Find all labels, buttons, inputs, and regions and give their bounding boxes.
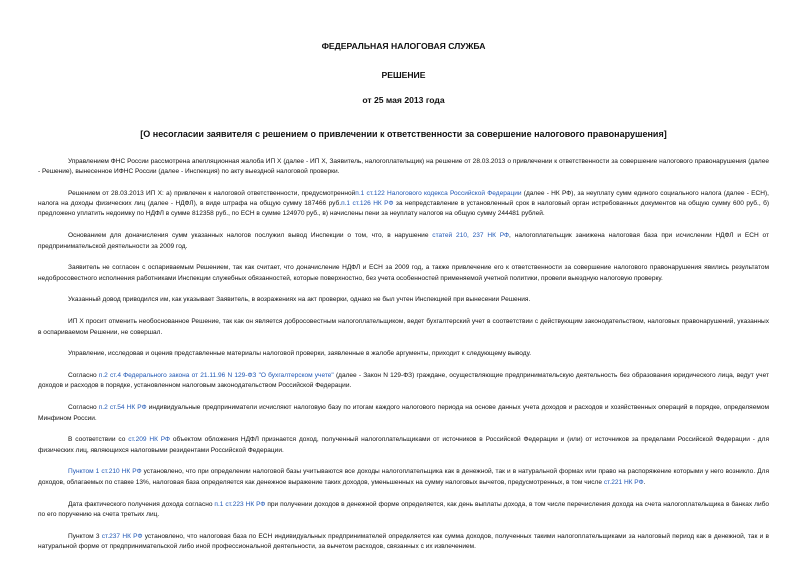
paragraph-10 — [38, 435, 769, 456]
paragraph-12 — [38, 500, 769, 521]
paragraph-2 — [38, 189, 769, 220]
paragraph-text: установлено, что при определении налоговой базы учитываются все доходы налогоплательщика как в денежной, так и в натуральной формах или право на распоряжение которыми у него возникло. Для доходов, облагаемых по ставке 13%, налоговая база определяется как денежное выражение таких доходов, уменьшенных на сумму налоговых вычетов, предусмотренных, в том числе — [38, 468, 769, 486]
paragraph-11 — [38, 467, 769, 488]
link-nk-54[interactable]: п.2 ст.54 НК РФ — [98, 404, 147, 412]
paragraph-6: ИП Х просит отменить необоснованное Решение, так как он является добросовестным налогоплательщиком, ведет бухгалтерский учет в соответствии с действующим законодательством, налоговых правонарушений, указанных в оспариваемом Решении, не совершал. — [38, 318, 769, 336]
document-date: от 25 мая 2013 года — [362, 95, 445, 106]
document-type: РЕШЕНИЕ — [381, 69, 426, 80]
paragraph-text: (далее - НК РФ), за неуплату сумм единого социального налога (далее - ЕСН), налога на доходы физических лиц (далее - НДФЛ), в виде штрафа на общую сумму 187466 руб. — [38, 189, 769, 208]
paragraph-text: Согласно — [68, 404, 99, 412]
paragraph-text: при получении доходов в денежной форме определяется, как день выплаты дохода, в том числе перечисления дохода на счета налогоплательщика в банках либо по его поручению на счета третьих лиц. — [38, 500, 770, 518]
paragraph-text: Пунктом 3 — [68, 532, 102, 540]
paragraph-4: Заявитель не согласен с оспариваемым Решением, так как считает, что доначисление НДФЛ и ЕСН за 2009 год, а также привлечение его к ответственности за совершение налогового правонарушения явились результатом недобросовестного исполнения работниками Инспекции служебных обязанностей, которые поверхностно, без учета особенностей применяемой учетной политики, провели выездную налоговую проверку. — [38, 264, 769, 282]
paragraph-text: Основанием для доначисления сумм указанных налогов послужил вывод Инспекции о том, что, в нарушение — [68, 232, 433, 240]
link-nk-126[interactable]: п.1 ст.126 НК РФ — [341, 200, 394, 208]
paragraph-text: индивидуальные предприниматели исчисляют налоговую базу по итогам каждого налогового периода на основе данных учета доходов и расходов и хозяйственных операций в порядке, определяемом Минфином России. — [38, 404, 769, 422]
paragraph-9 — [38, 403, 769, 424]
link-nk-223[interactable]: п.1 ст.223 НК РФ — [214, 500, 266, 508]
paragraph-text: Согласно — [68, 372, 99, 380]
paragraph-text: Дата фактического получения дохода согласно — [68, 500, 215, 508]
paragraph-7: Управление, исследовав и оценив представленные материалы налоговой проверки, заявленные в жалобе аргументы, приходит к следующему выводу. — [68, 350, 532, 358]
paragraph-text: объектом обложения НДФЛ признается доход, полученный налогоплательщиками от источников в Российской Федерации и (или) от источников за пределами Российской Федерации - для физических лиц, являющихся налоговыми резидентами Российской Федерации. — [38, 436, 769, 454]
link-nk-237[interactable]: ст.237 НК РФ — [101, 532, 143, 540]
document-subject: [О несогласии заявителя с решением о привлечении к ответственности за совершение налогового правонарушения] — [140, 128, 667, 139]
link-nk-122[interactable]: п.1 ст.122 Налогового кодекса Российской Федерации — [355, 189, 522, 197]
paragraph-text: Решением от 28.03.2013 ИП Х: а) привлечен к налоговой ответственности, предусмотренной — [68, 189, 356, 197]
agency-title: ФЕДЕРАЛЬНАЯ НАЛОГОВАЯ СЛУЖБА — [321, 41, 486, 51]
link-law-129fz[interactable]: п.2 ст.4 Федерального закона от 21.11.96 N 129-ФЗ "О бухгалтерском учете" — [98, 372, 334, 380]
paragraph-text: установлено, что налоговая база по ЕСН индивидуальных предпринимателей определяется как сумма доходов, полученных такими налогоплательщиками за налоговый период как в денежной, так и в натуральной форме от предпринимательской либо иной профессиональной деятельности, за вычетом расходов, связанных с их извлечением. — [38, 532, 769, 550]
link-nk-210-237[interactable]: статей 210, 237 НК РФ — [432, 232, 510, 240]
paragraph-text: . — [643, 478, 646, 486]
paragraph-13 — [38, 532, 769, 553]
paragraph-text: , налогоплательщик занижена налоговая база при исчислении НДФЛ и ЕСН от предпринимательской деятельности за 2009 год. — [38, 232, 769, 250]
link-nk-221[interactable]: ст.221 НК РФ — [603, 478, 644, 486]
paragraph-3 — [38, 231, 769, 252]
link-nk-210-1[interactable]: Пунктом 1 ст.210 НК РФ — [68, 468, 142, 476]
paragraph-1: Управлением ФНС России рассмотрена апелляционная жалоба ИП Х (далее - ИП Х, Заявитель, налогоплательщик) на решение от 28.03.2013 о привлечении к ответственности за совершение налогового правонарушения (далее - Решение), вынесенное ИФНС России (далее - Инспекция) по акту выездной налоговой проверки. — [38, 157, 769, 176]
paragraph-text: за непредставление в установленный срок в налоговый орган истребованных документов на общую сумму 600 руб., б) предложено уплатить недоимку по НДФЛ в сумме 812358 руб., по ЕСН в сумме 124970 руб., в) начислены пени за неуплату налогов на общую сумму 244481 рублей. — [38, 200, 770, 218]
paragraph-text: В соответствии со — [68, 436, 129, 444]
paragraph-text: (далее - Закон N 129-ФЗ) граждане, осуществляющие предпринимательскую деятельность без образования юридического лица, ведут учет доходов и расходов в порядке, установленном налоговым законодательством Российской Федерации. — [38, 372, 769, 390]
link-nk-209[interactable]: ст.209 НК РФ — [128, 436, 171, 444]
paragraph-5: Указанный довод приводился им, как указывает Заявитель, в возражениях на акт проверки, однако не был учтен Инспекцией при вынесении Решения. — [68, 296, 531, 304]
paragraph-8 — [38, 371, 769, 392]
